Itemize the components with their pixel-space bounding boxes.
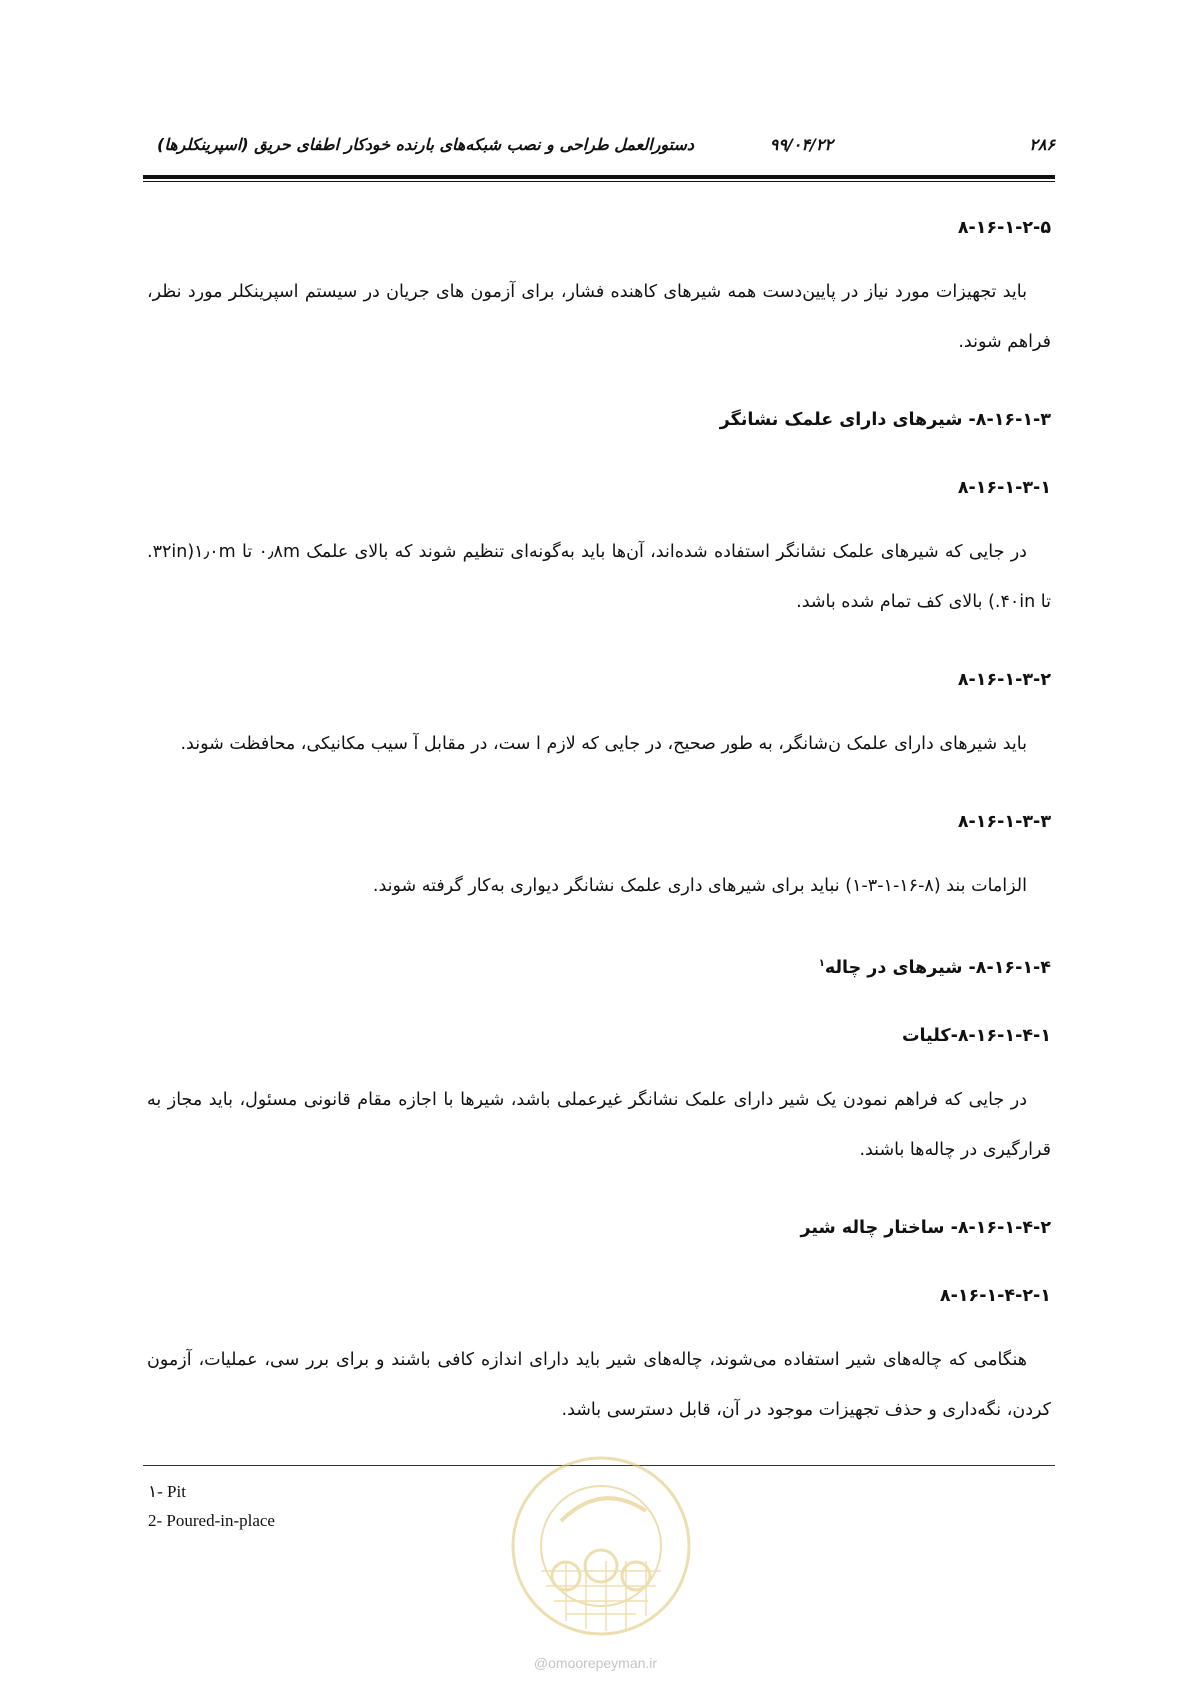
section-heading: ۸-۱۶-۱-۳- شیرهای دارای علمک نشانگر (719, 410, 1051, 430)
footnote-marker: ۱ (818, 958, 825, 969)
paragraph: هنگامی که چاله‌های شیر استفاده می‌شوند، چاله‌های شیر باید دارای اندازه کافی باشند و برای برر سی، عملیات، آزمون کردن، نگه‌داری و حذف تجهیزات موجود در آن، قابل دسترسی باشد. (147, 1349, 1051, 1420)
paragraph: الزامات بند (۸-۱۶-۱-۳-۱) نباید برای شیرهای داری علمک نشانگر دیواری به‌کار گرفته شوند. (372, 876, 1027, 896)
heading-text: ۸-۱۶-۱-۴- شیرهای در چاله (824, 957, 1051, 978)
header-title: دستورالعمل طراحی و نصب شبکه‌های بارنده خودکار اطفای حریق (اسپرینکلرها) (157, 135, 695, 154)
document-body (147, 213, 1051, 1435)
page-header (143, 135, 1055, 163)
text-span: در جایی که شیرهای علمک نشانگر استفاده شده‌اند، آن‌ها باید به‌گونه‌ای تنظیم شوند که بالای علمک (306, 542, 1027, 562)
header-date: ۹۹/۰۴/۲۲ (769, 135, 833, 154)
paragraph: باید شیرهای دارای علمک ن‌شانگر، به طور صحیح، در جایی که لازم ا ست، در مقابل آ سیب مکانیکی، محافظت شوند. (180, 734, 1027, 754)
section-heading: ۸-۱۶-۱-۴-۲-۱ (939, 1285, 1051, 1306)
section-heading: ۸-۱۶-۱-۲-۵ (957, 218, 1051, 238)
watermark-url: @omoorepeyman.ir (533, 1655, 658, 1671)
header-rule-thick (143, 175, 1055, 179)
section-heading: ۸-۱۶-۱-۴-۲- ساختار چاله شیر (800, 1217, 1051, 1238)
header-rule-thin (143, 181, 1055, 182)
measure-value: ۰٫۸m (258, 542, 300, 562)
measure-value: (۳۲in. تا ۴۰in.) (147, 542, 1051, 612)
page-number: ۲۸۶ (1029, 135, 1055, 154)
section-heading: ۸-۱۶-۱-۳-۲ (957, 670, 1051, 690)
paragraph: در جایی که فراهم نمودن یک شیر دارای علمک نشانگر غیرعملی باشد، شیرها با اجازه مقام قانونی مسئول، باید مجاز به قرارگیری در چاله‌ها باشند. (147, 1089, 1051, 1160)
text-span: بالای کف تمام شده باشد. (796, 592, 983, 612)
footnote-2: 2- Poured-in-place (148, 1511, 275, 1530)
section-heading: ۸-۱۶-۱-۳-۳ (957, 812, 1051, 832)
watermark-stamp-icon (506, 1451, 696, 1641)
footnotes (148, 1477, 275, 1535)
section-heading: ۸-۱۶-۱-۳-۱ (957, 478, 1051, 498)
section-heading (147, 949, 1051, 983)
measure-value: ۱٫۰m (194, 542, 236, 562)
text-span: تا (241, 542, 253, 562)
footnote-1: ۱- Pit (148, 1482, 186, 1501)
paragraph: باید تجهیزات مورد نیاز در پایین‌دست همه شیرهای کاهنده فشار، برای آزمون های جریان در سیستم اسپرینکلر مورد نظر، فراهم شوند. (147, 282, 1051, 352)
section-heading: ۸-۱۶-۱-۴-۱-کلیات (901, 1025, 1051, 1046)
paragraph (147, 527, 1051, 627)
